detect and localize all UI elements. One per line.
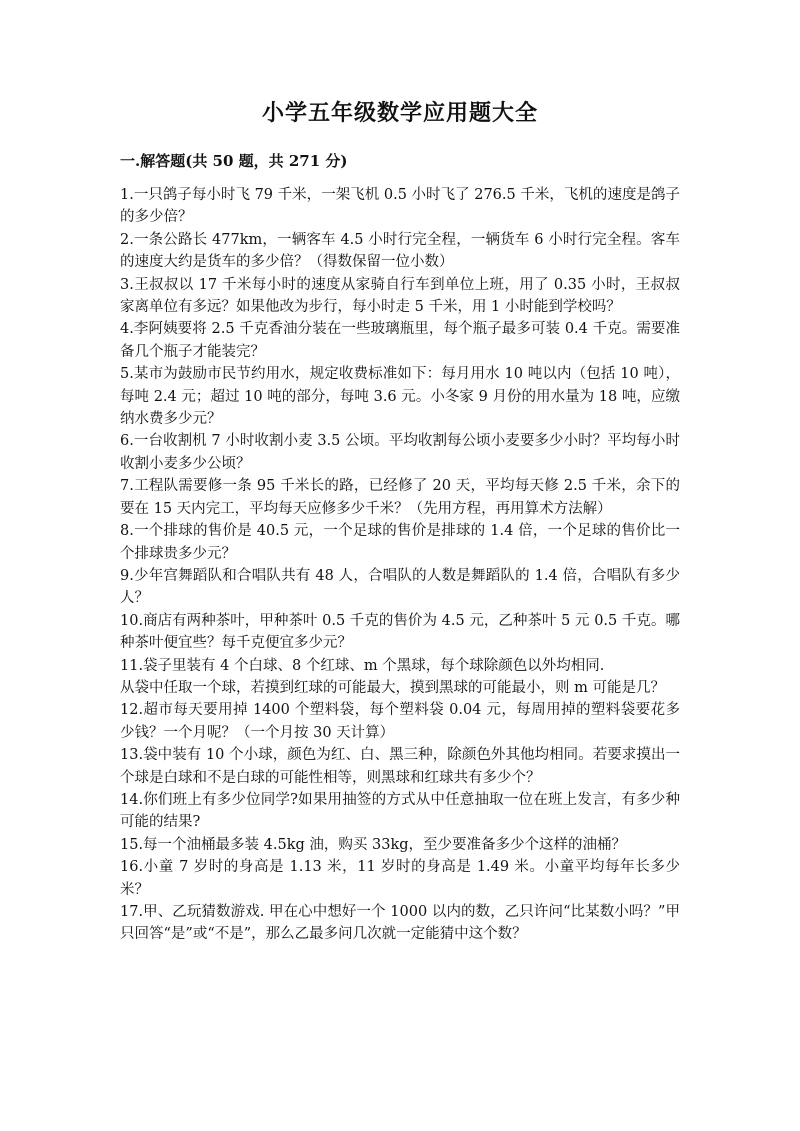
question-item: 5.某市为鼓励市民节约用水，规定收费标准如下：每月用水 10 吨以内（包括 10 吨），每吨 2.4 元；超过 10 吨的部分，每吨 3.6 元。小冬家 9 月份的用水量为 18 吨，应缴纳水费多少元？	[120, 366, 680, 428]
question-item: 2.一条公路长 477km，一辆客车 4.5 小时行完全程，一辆货车 6 小时行完全程。客车的速度大约是货车的多少倍？（得数保留一位小数）	[120, 231, 680, 271]
question-item: 8.一个排球的售价是 40.5 元，一个足球的售价是排球的 1.4 倍，一个足球的售价比一个排球贵多少元？	[120, 523, 680, 562]
section-heading: 一.解答题(共 50 题，共 271 分)	[120, 152, 348, 170]
question-item: 6.一台收割机 7 小时收割小麦 3.5 公顷。平均收割每公顷小麦要多少小时？平均每小时收割小麦多少公顷？	[120, 433, 680, 472]
question-item: 1.一只鸽子每小时飞 79 千米，一架飞机 0.5 小时飞了 276.5 千米，飞机的速度是鸽子的多少倍？	[120, 187, 680, 226]
question-item: 4.李阿姨要将 2.5 千克香油分装在一些玻璃瓶里，每个瓶子最多可装 0.4 千克。需要准备几个瓶子才能装完？	[120, 321, 680, 360]
question-item: 11.袋子里装有 4 个白球、8 个红球、m 个黑球，每个球除颜色以外均相同. 从袋中任取一个球，若摸到红球的可能最大，摸到黑球的可能最小，则 m 可能是几？	[120, 657, 665, 696]
question-item: 13.袋中装有 10 个小球，颜色为红、白、黑三种，除颜色外其他均相同。若要求摸出一个球是白球和不是白球的可能性相等，则黑球和红球共有多少个？	[120, 747, 680, 786]
question-item: 15.每一个油桶最多装 4.5kg 油，购买 33kg，至少要准备多少个这样的油桶？	[120, 836, 627, 853]
question-item: 16.小童 7 岁时的身高是 1.13 米，11 岁时的身高是 1.49 米。小童平均每年长多少米？	[120, 859, 680, 898]
question-item: 17.甲、乙玩猜数游戏. 甲在心中想好一个 1000 以内的数，乙只许问“比某数小吗？”甲只回答“是”或“不是”，那么乙最多问几次就一定能猜中这个数？	[120, 904, 680, 943]
document-title: 小学五年级数学应用题大全	[261, 100, 538, 126]
question-item: 12.超市每天要用掉 1400 个塑料袋，每个塑料袋 0.04 元，每周用掉的塑料袋要花多少钱？一个月呢？（一个月按 30 天计算）	[120, 702, 680, 741]
question-item: 14.你们班上有多少位同学?如果用抽签的方式从中任意抽取一位在班上发言，有多少种可能的结果?	[120, 791, 680, 831]
question-item: 7.工程队需要修一条 95 千米长的路，已经修了 20 天，平均每天修 2.5 千米，余下的要在 15 天内完工，平均每天应修多少千米？（先用方程，再用算术方法解）	[120, 478, 680, 517]
question-item: 9.少年宫舞蹈队和合唱队共有 48 人，合唱队的人数是舞蹈队的 1.4 倍，合唱队有多少人？	[120, 567, 680, 607]
question-item: 10.商店有两种茶叶，甲种茶叶 0.5 千克的售价为 4.5 元，乙种茶叶 5 元 0.5 千克。哪种茶叶便宜些？每千克便宜多少元？	[120, 612, 680, 652]
question-item: 3.王叔叔以 17 千米每小时的速度从家骑自行车到单位上班，用了 0.35 小时，王叔叔家离单位有多远？如果他改为步行，每小时走 5 千米，用 1 小时能到学校吗？	[120, 276, 680, 316]
question-list	[120, 184, 680, 946]
